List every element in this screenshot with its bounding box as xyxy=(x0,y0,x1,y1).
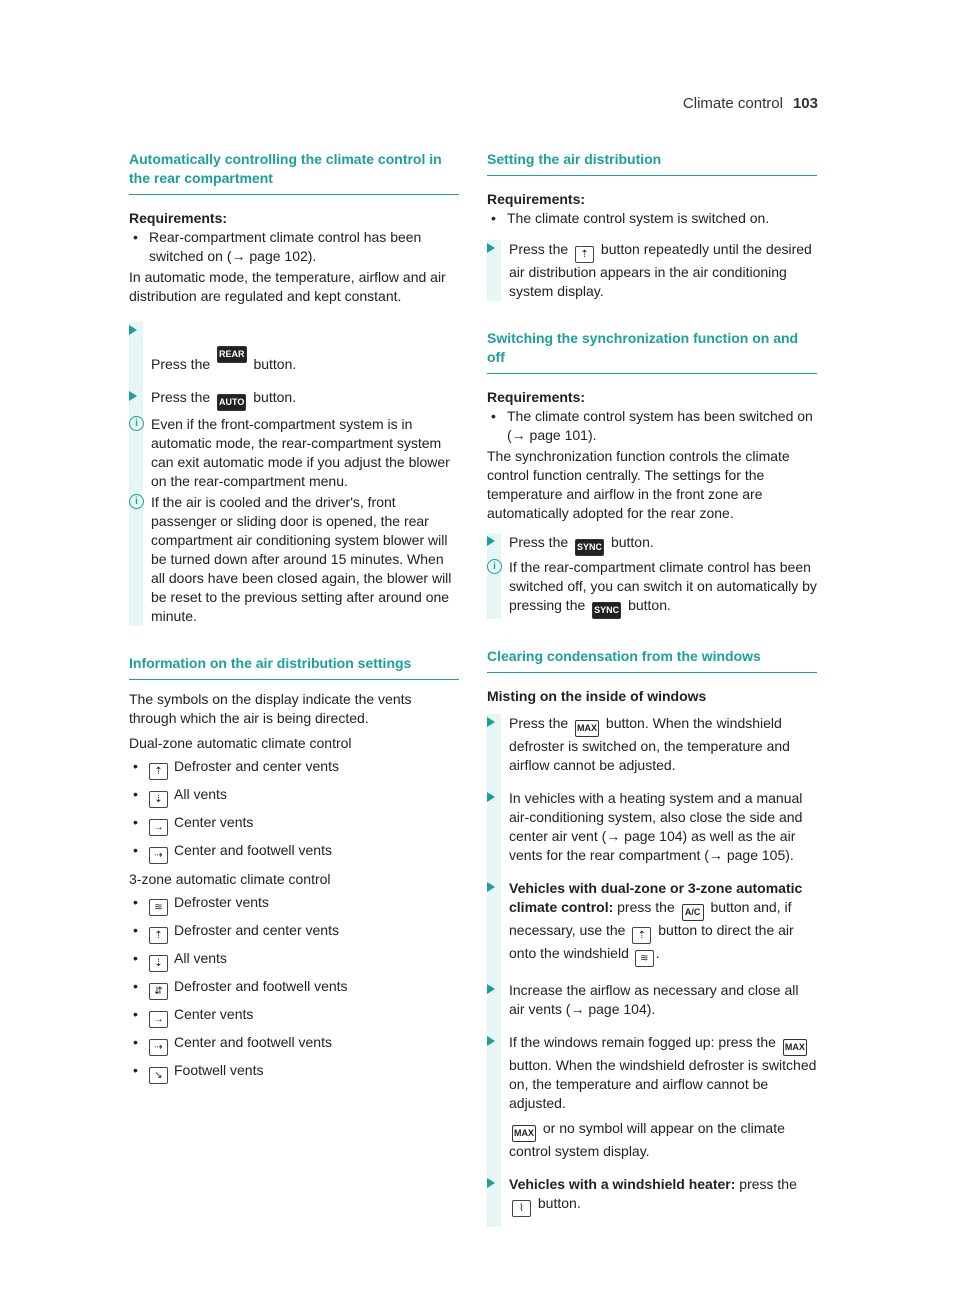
defroster-center-icon: ⇡ xyxy=(149,763,168,780)
list-item: • ⇣ All vents xyxy=(129,949,459,972)
list-item: • ⇢ Center and footwell vents xyxy=(129,1033,459,1056)
center-footwell-icon: ⇢ xyxy=(149,1039,168,1056)
step-3: Vehicles with dual-zone or 3-zone automatic climate control: press the A/C button and, if necessary, use the ⇡ button to direct the air onto the windshield ≋ . xyxy=(487,879,817,967)
list-item: • ≋ Defroster vents xyxy=(129,893,459,916)
list-item: • ⇵ Defroster and footwell vents xyxy=(129,977,459,1000)
requirements-label: Requirements: xyxy=(487,191,586,207)
step-rear: Press the REAR button. xyxy=(129,322,459,374)
heading-sync: Switching the synchronization function on and off xyxy=(487,329,817,374)
auto-button-icon: AUTO xyxy=(217,394,246,411)
requirements-label: Requirements: xyxy=(129,210,228,226)
steps-air-distribution xyxy=(487,240,817,301)
section-title: Climate control xyxy=(682,95,783,112)
info-icon: i xyxy=(129,494,144,509)
sync-button-icon: SYNC xyxy=(575,539,604,556)
windshield-heater-icon: ⌇ xyxy=(512,1200,531,1217)
list-item: • → Center vents xyxy=(129,1005,459,1028)
footwell-icon: ↘ xyxy=(149,1067,168,1084)
heading-condensation: Clearing condensation from the windows xyxy=(487,647,817,673)
heading-info: Information on the air distribution settings xyxy=(129,654,459,680)
all-vents-icon: ⇣ xyxy=(149,791,168,808)
step-1: Press the MAX button. When the windshield defroster is switched on, the temperature and airflow cannot be adjusted. xyxy=(487,714,817,775)
requirement-item: • Rear-compartment climate control has been switched on (→ page 102). xyxy=(129,228,459,266)
defroster-footwell-icon: ⇵ xyxy=(149,983,168,1000)
center-footwell-icon: ⇢ xyxy=(149,847,168,864)
steps-auto-rear xyxy=(129,322,459,626)
all-vents-icon: ⇣ xyxy=(149,955,168,972)
step-arrow-icon xyxy=(487,792,495,802)
center-vents-icon: → xyxy=(149,819,168,836)
page-number: 103 xyxy=(792,95,818,112)
requirement-item: • The climate control system is switched on. xyxy=(487,209,817,228)
requirements-label: Requirements: xyxy=(487,389,586,405)
step-auto: Press the AUTO button. xyxy=(129,388,459,411)
step-arrow-icon xyxy=(487,717,495,727)
step-5: If the windows remain fogged up: press the MAX button. When the windshield defroster is switched on, the temperature and airflow cannot be adjusted. MAX or no symbol will appear on the climate control system display. xyxy=(487,1033,817,1161)
defroster-center-icon: ⇡ xyxy=(149,927,168,944)
heading-auto-rear: Automatically controlling the climate control in the rear compartment xyxy=(129,150,459,195)
list-item: • ⇡ Defroster and center vents xyxy=(129,757,459,780)
rear-button-icon: REAR xyxy=(217,346,247,363)
air-distribution-icon: ⇡ xyxy=(575,246,594,263)
right-column xyxy=(487,150,817,1227)
note-sync: i If the rear-compartment climate control has been switched off, you can switch it on automatically by pressing the SYNC button. xyxy=(487,558,817,619)
dual-zone-label: Dual-zone automatic climate control xyxy=(129,735,352,751)
step-sync: Press the SYNC button. xyxy=(487,533,817,556)
auto-mode-intro: In automatic mode, the temperature, airflow and air distribution are regulated and kept constant. xyxy=(129,269,446,304)
list-item: • ⇢ Center and footwell vents xyxy=(129,841,459,864)
step-arrow-icon xyxy=(129,325,137,335)
center-vents-icon: → xyxy=(149,1011,168,1028)
list-item: • ⇣ All vents xyxy=(129,785,459,808)
sync-intro: The synchronization function controls the climate control function centrally. The settings for the temperature and airflow in the front zone are automatically adopted for the rear zone. xyxy=(487,448,790,521)
info-intro: The symbols on the display indicate the vents through which the air is being directed. xyxy=(129,691,412,726)
defrost-max-icon: MAX xyxy=(783,1039,807,1056)
step-arrow-icon xyxy=(487,1178,495,1188)
step-5-note: MAX or no symbol will appear on the climate control system display. xyxy=(509,1120,785,1159)
sync-button-icon: SYNC xyxy=(592,602,621,619)
steps-sync xyxy=(487,533,817,619)
ac-button-icon: A/C xyxy=(682,904,704,921)
heading-air-distribution: Setting the air distribution xyxy=(487,150,817,176)
defrost-max-icon: MAX xyxy=(575,720,599,737)
info-icon: i xyxy=(129,416,144,431)
step-2: In vehicles with a heating system and a manual air-conditioning system, also close the side and center air vent (→ page 104) as well as the air vents for the rear compartment (→ page 105). xyxy=(487,789,817,865)
subheading-misting: Misting on the inside of windows xyxy=(487,688,707,704)
dual-zone-list xyxy=(129,757,459,864)
defrost-max-icon: MAX xyxy=(512,1125,536,1142)
step-air-distribution: Press the ⇡ button repeatedly until the desired air distribution appears in the air conditioning system display. xyxy=(487,240,817,301)
step-arrow-icon xyxy=(487,536,495,546)
note-1: i Even if the front-compartment system is in automatic mode, the rear-compartment system can exit automatic mode if you adjust the blower on the rear-compartment menu. xyxy=(129,415,459,491)
step-arrow-icon xyxy=(487,984,495,994)
step-6: Vehicles with a windshield heater: press the ⌇ button. xyxy=(487,1175,817,1217)
three-zone-label: 3-zone automatic climate control xyxy=(129,871,331,887)
requirement-item: • The climate control system has been switched on (→ page 101). xyxy=(487,407,817,445)
step-arrow-icon xyxy=(487,1036,495,1046)
defroster-icon: ≋ xyxy=(635,950,654,967)
step-4: Increase the airflow as necessary and close all air vents (→ page 104). xyxy=(487,981,817,1019)
step-arrow-icon xyxy=(487,882,495,892)
defroster-icon: ≋ xyxy=(149,899,168,916)
left-column xyxy=(129,150,459,1089)
step-arrow-icon xyxy=(487,243,495,253)
list-item: • ↘ Footwell vents xyxy=(129,1061,459,1084)
step-arrow-icon xyxy=(129,391,137,401)
note-2: i If the air is cooled and the driver's, front passenger or sliding door is opened, the rear compartment air conditioning system blower will be turned down after around 15 minutes. When all doors have been closed again, the blower will be reset to the previous setting after around one minute. xyxy=(129,493,459,626)
list-item: • → Center vents xyxy=(129,813,459,836)
list-item: • ⇡ Defroster and center vents xyxy=(129,921,459,944)
info-icon: i xyxy=(487,559,502,574)
air-distribution-icon: ⇡ xyxy=(632,927,651,944)
page-header xyxy=(683,94,818,113)
three-zone-list xyxy=(129,893,459,1084)
steps-condensation xyxy=(487,714,817,1227)
